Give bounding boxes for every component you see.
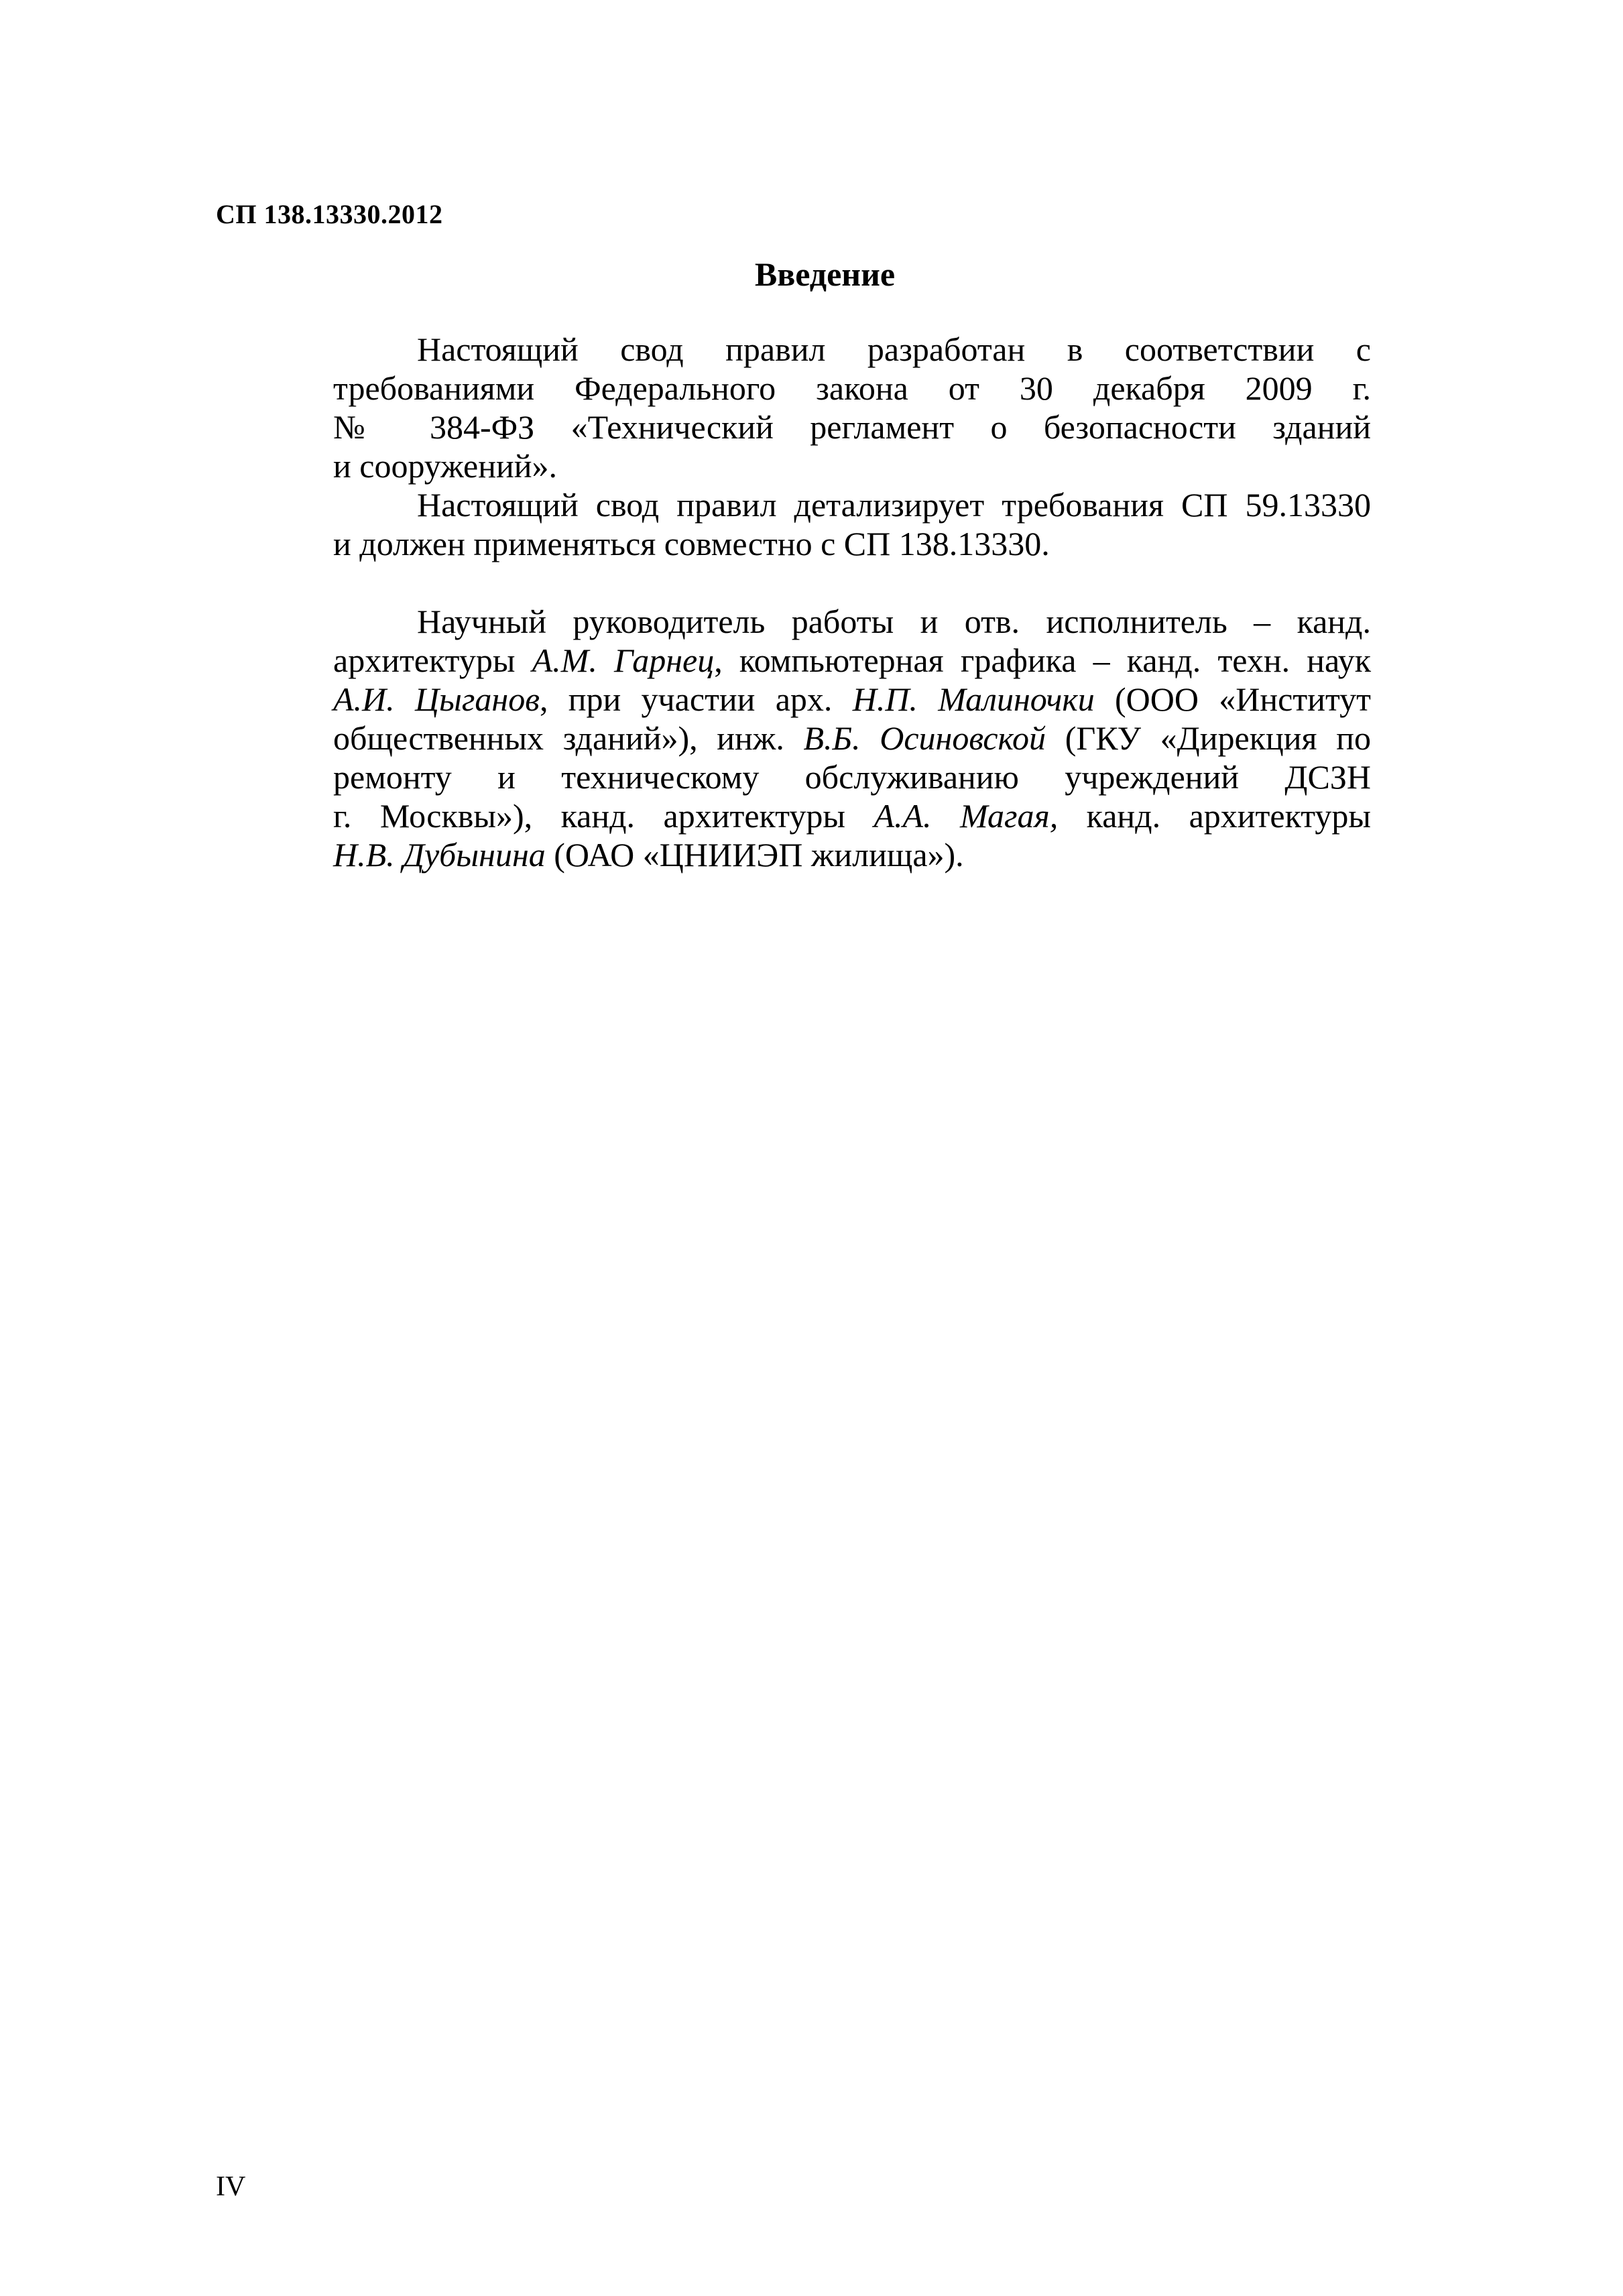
paragraph-line: Настоящий свод правил детализирует требования СП 59.13330 — [417, 486, 1371, 524]
authors-text: канд. архитектуры — [1058, 797, 1372, 835]
authors-text: (ГКУ «Дирекция по — [1046, 719, 1371, 757]
introduction-body — [333, 330, 1371, 874]
author-name: А.И. Цыганов — [333, 680, 540, 718]
authors-line — [333, 758, 1371, 796]
authors-line — [333, 680, 1371, 719]
authors-text: г. Москвы»), канд. архитектуры — [333, 797, 874, 835]
author-name: В.Б. Осиновской — [803, 719, 1046, 757]
authors-text: (ОАО «ЦНИИЭП жилища»). — [545, 836, 964, 873]
authors-text: архитектуры — [333, 642, 532, 679]
document-code: СП 138.13330.2012 — [216, 199, 443, 229]
authors-line — [333, 602, 1371, 641]
paragraph-line: и сооружений». — [333, 447, 557, 485]
authors-text: (ООО «Институт — [1094, 680, 1372, 718]
author-name: Н.В. Дубынина — [333, 836, 546, 873]
authors-line — [333, 835, 1371, 874]
authors-text: ремонту и техническому обслуживанию учреждений ДСЗН — [333, 758, 1371, 796]
paragraph-line: требованиями Федерального закона от 30 декабря 2009 г. — [333, 369, 1371, 407]
author-name: Н.П. Малиночки — [852, 680, 1095, 718]
paragraph-standard-basis — [333, 330, 1371, 485]
authors-line — [333, 641, 1371, 680]
section-title: Введение — [754, 255, 896, 293]
authors-text: Научный руководитель работы и отв. исполнитель – канд. — [417, 603, 1371, 640]
paragraph-line: и должен применяться совместно с СП 138.13330. — [333, 525, 1050, 562]
paragraph-line: № 384-ФЗ «Технический регламент о безопасности зданий — [333, 408, 1371, 446]
author-name: А.М. Гарнец — [532, 642, 715, 679]
authors-line — [333, 719, 1371, 758]
paragraph-detailing — [333, 485, 1371, 563]
authors-text: общественных зданий»), инж. — [333, 719, 804, 757]
paragraph-authors — [333, 602, 1371, 874]
authors-line — [333, 796, 1371, 835]
authors-text: , при участии арх. — [539, 680, 853, 718]
authors-text: , компьютерная графика – канд. техн. наук — [714, 642, 1371, 679]
page-number: IV — [216, 2171, 246, 2202]
author-name: А.А. Магая, — [874, 797, 1059, 835]
paragraph-line: Настоящий свод правил разработан в соответствии с — [417, 330, 1371, 368]
